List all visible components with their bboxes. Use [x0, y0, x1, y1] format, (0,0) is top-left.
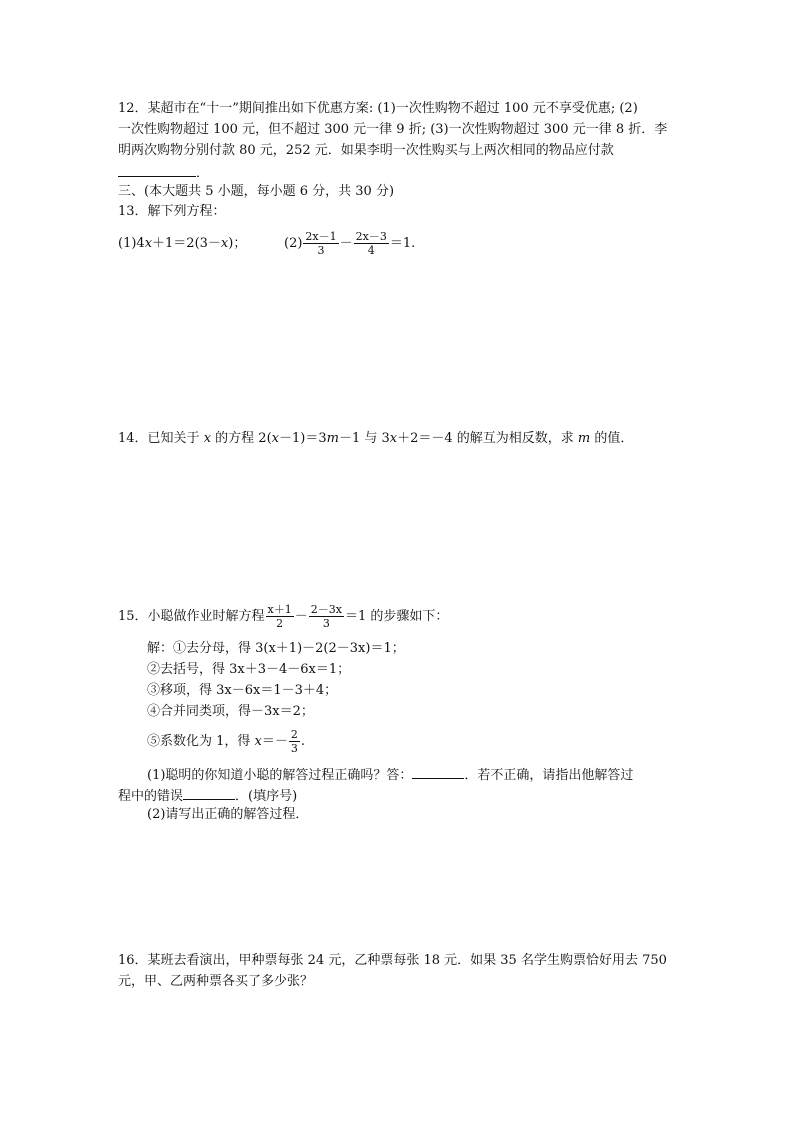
q15-step-2: ②去括号，得 3x＋3－4－6x＝1； — [147, 662, 351, 677]
q12-line-1: 12．某超市在“十一”期间推出如下优惠方案: (1)一次性购物不超过 100 元不享受优惠; (2) — [118, 101, 638, 116]
q15-sub1-b: ．若不正确，请指出他解答过 — [464, 768, 634, 783]
fraction — [266, 603, 294, 630]
q12-line-4-end: ． — [196, 166, 210, 181]
q13-title: 13．解下列方程： — [118, 204, 226, 219]
q15-sub1-c: 程中的错误 — [118, 789, 184, 804]
fraction-numerator: x＋1 — [267, 603, 292, 616]
fraction-numerator: 2 — [290, 728, 298, 741]
var-x: x — [389, 431, 398, 446]
var-x: x — [144, 236, 153, 251]
q15-sub1-d: ．(填序号) — [235, 789, 298, 804]
q13-part-1 — [118, 235, 246, 253]
q13-part1-suffix: )； — [228, 236, 247, 251]
q15-sub1-line-1 — [147, 764, 633, 785]
q14-seg: 的值． — [590, 431, 634, 446]
q14-text — [118, 430, 633, 448]
fraction — [289, 728, 300, 755]
fraction-numerator: 2－3x — [310, 603, 342, 616]
q14-seg: 的方程 2( — [211, 431, 272, 446]
fraction-denominator: 3 — [317, 244, 325, 257]
q13-part2-prefix: (2) — [284, 236, 303, 251]
q16-line-1: 16．某班去看演出，甲种票每张 24 元，乙种票每张 18 元．如果 35 名学生购票恰好用去 750 — [118, 953, 667, 968]
section-3-header: 三、(本大题共 5 小题，每小题 6 分，共 30 分) — [118, 184, 395, 199]
q15-step5-eq: ＝－ — [261, 734, 288, 749]
q15-step5-end: . — [300, 734, 306, 749]
q15-intro-prefix: 15．小聪做作业时解方程 — [118, 609, 265, 624]
q15-step-1: 解：①去分母，得 3(x＋1)－2(2－3x)＝1； — [147, 641, 405, 656]
q13-part1-middle: ＋1＝2(3－ — [152, 236, 221, 251]
q12-line-3: 明两次购物分别付款 80 元，252 元．如果李明一次性购买与上两次相同的物品应付款 — [118, 143, 614, 158]
var-x: x — [271, 431, 279, 446]
fraction-numerator: 2x－1 — [305, 230, 337, 243]
q12-line-4 — [118, 162, 209, 183]
fraction — [303, 230, 338, 257]
q15-step-4: ④合并同类项，得－3x＝2； — [147, 704, 314, 719]
var-x: x — [254, 734, 262, 749]
var-m: m — [577, 431, 591, 446]
q14-seg: ＋2＝－4 的解互为相反数，求 — [397, 431, 578, 446]
fraction-denominator: 3 — [322, 617, 330, 630]
q15-step-3: ③移项，得 3x－6x＝1－3＋4； — [147, 683, 338, 698]
q14-seg: －1 与 3 — [338, 431, 390, 446]
q12-line-2: 一次性购物超过 100 元，但不超过 300 元一律 9 折; (3)一次性购物超过 300 元一律 8 折．李 — [118, 122, 668, 137]
minus-sign: － — [339, 236, 353, 251]
fraction-denominator: 4 — [367, 244, 375, 257]
fraction — [309, 603, 344, 630]
q15-step-5 — [147, 722, 305, 762]
var-x: x — [203, 431, 212, 446]
fraction-numerator: 2x－3 — [355, 230, 387, 243]
q15-intro — [118, 597, 448, 637]
fraction-denominator: 2 — [276, 617, 284, 630]
q13-part1-prefix: (1)4 — [118, 236, 145, 251]
q14-seg: －1)＝3 — [278, 431, 327, 446]
q16-line-2: 元，甲、乙两种票各买了多少张？ — [118, 974, 314, 989]
q13-part2-suffix: ＝1. — [389, 236, 416, 251]
answer-blank[interactable] — [118, 162, 196, 177]
fraction-denominator: 3 — [290, 742, 298, 755]
q15-intro-suffix: ＝1 的步骤如下： — [344, 609, 449, 624]
q15-sub2: (2)请写出正确的解答过程． — [147, 807, 309, 822]
minus-sign: － — [294, 609, 308, 624]
q14-seg: 14．已知关于 — [118, 431, 204, 446]
q15-step5-prefix: ⑤系数化为 1，得 — [147, 734, 255, 749]
answer-blank[interactable] — [183, 785, 235, 800]
var-x: x — [220, 236, 229, 251]
var-m: m — [326, 431, 339, 446]
q15-sub1-line-2 — [118, 785, 297, 806]
fraction — [354, 230, 389, 257]
answer-blank[interactable] — [412, 764, 464, 779]
q13-part-2 — [284, 224, 415, 264]
q15-sub1-a: (1)聪明的你知道小聪的解答过程正确吗？答： — [147, 768, 413, 783]
